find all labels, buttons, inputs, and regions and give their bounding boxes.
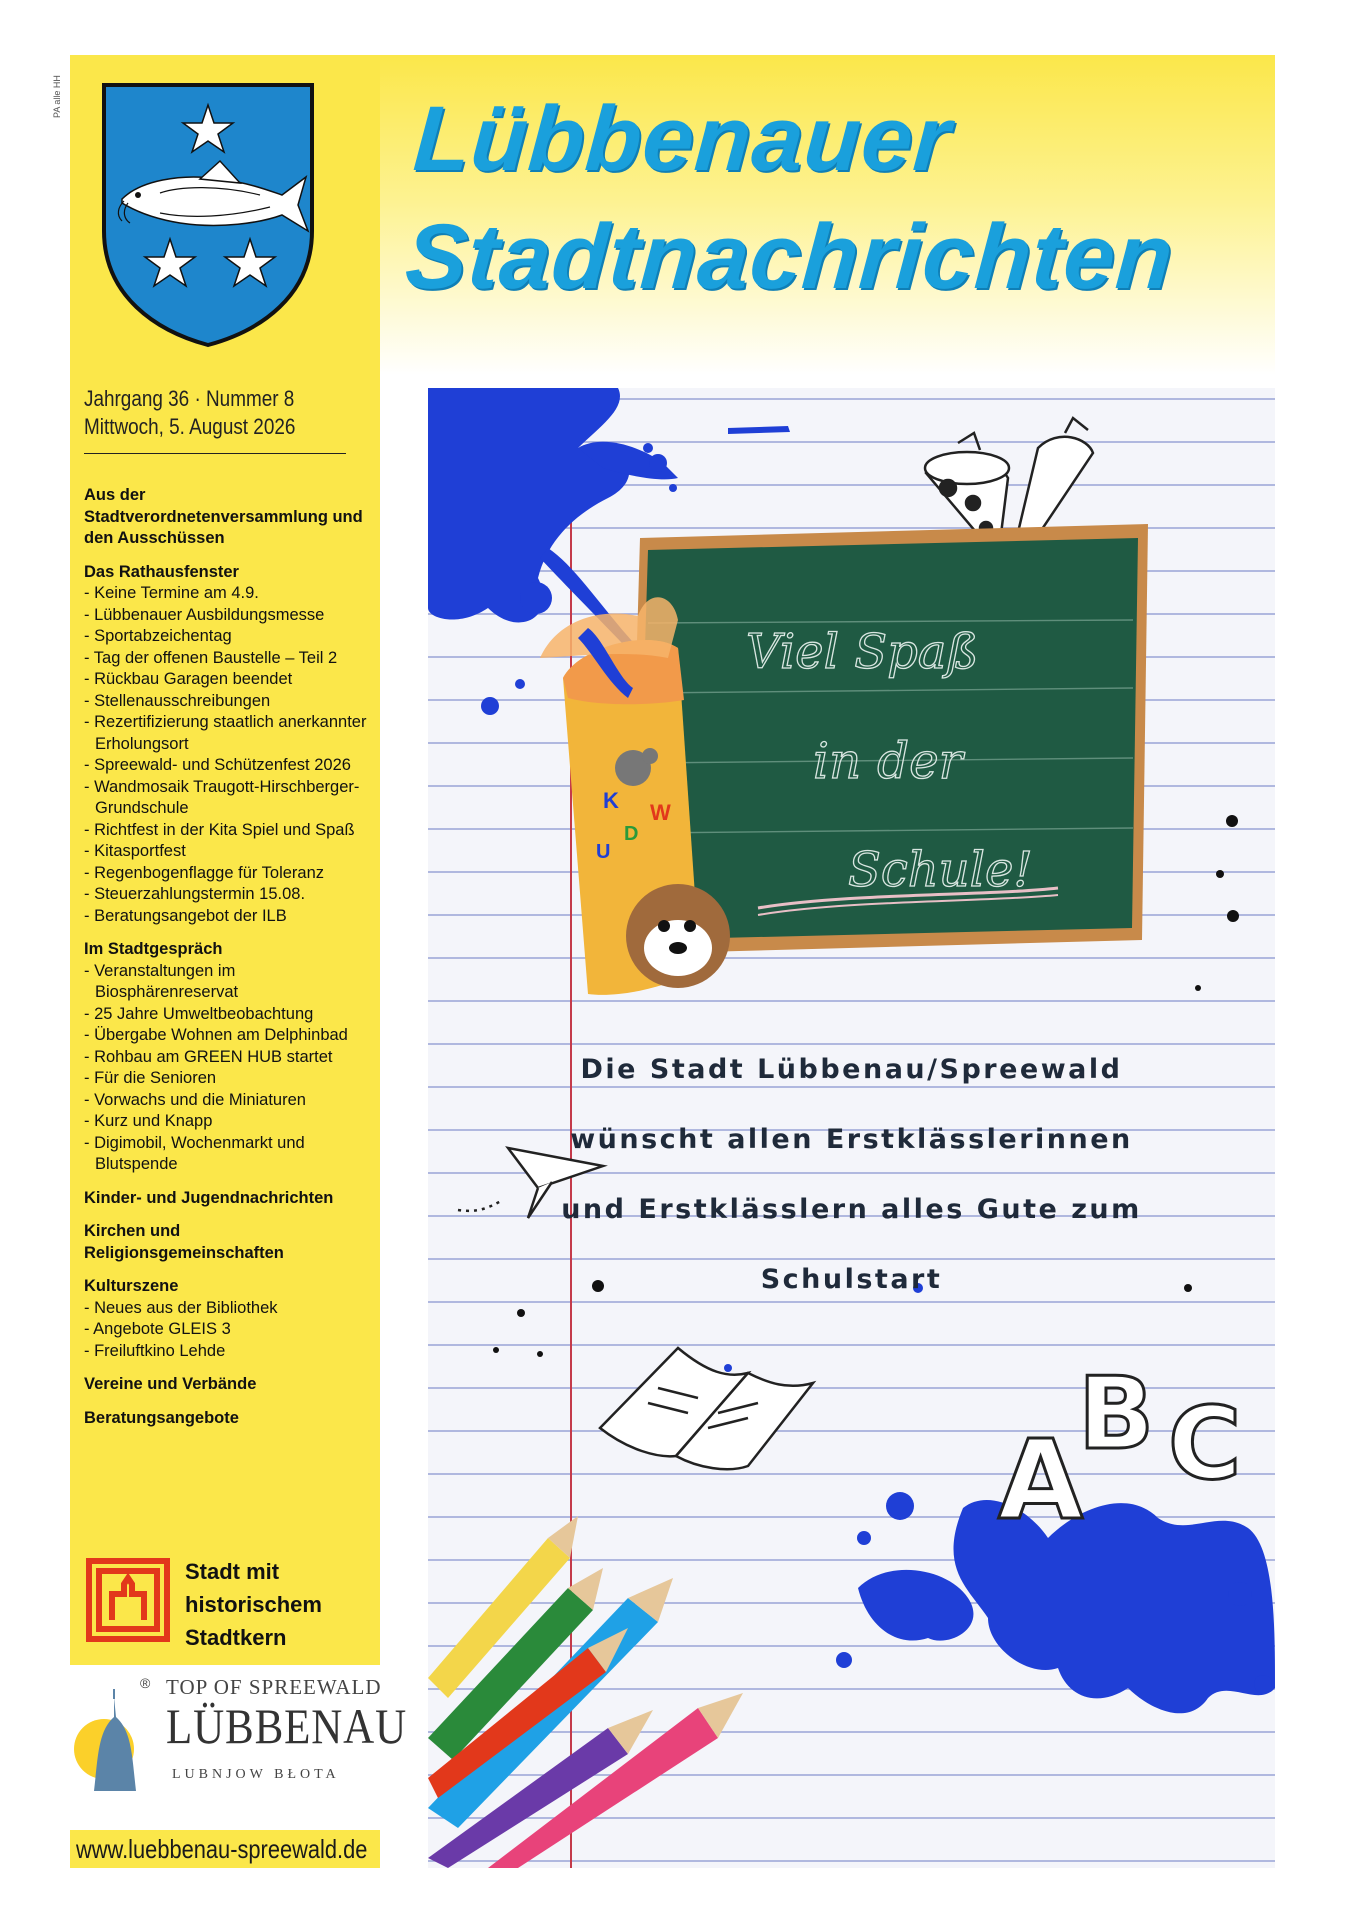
tower-sun-icon bbox=[70, 1687, 160, 1807]
logo-tagline: TOP OF SPREEWALD bbox=[166, 1675, 382, 1699]
toc-item: - Sportabzeichentag bbox=[84, 627, 232, 645]
toc-item: - Digimobil, Wochenmarkt und Blutspende bbox=[84, 1133, 305, 1173]
historic-center-badge bbox=[84, 1555, 374, 1655]
toc-item: - Regenbogenflagge für Toleranz bbox=[84, 863, 325, 882]
greeting-line: und Erstklässlern alles Gute zum bbox=[561, 1194, 1142, 1225]
toc-section-heading: Aus der Stadtverordnetenversammlung und den Ausschüssen bbox=[84, 486, 363, 547]
chalk-line: Schule! bbox=[848, 842, 1033, 898]
chalk-line: Viel Spaß bbox=[746, 624, 979, 680]
toc-item: - Für die Senioren bbox=[84, 1069, 217, 1087]
abc-letter: A bbox=[998, 1416, 1084, 1544]
toc-item: - Vorwachs und die Miniaturen bbox=[84, 1090, 306, 1109]
toc-item: - Tag der offenen Baustelle – Teil 2 bbox=[84, 648, 338, 667]
toc-item: - Stellenausschreibungen bbox=[84, 691, 271, 710]
issue-number: Jahrgang 36 · Nummer 8 bbox=[84, 386, 295, 411]
logo-sorbian-name: LUBNJOW BŁOTA bbox=[172, 1767, 340, 1782]
toc-item: - Lübbenauer Ausbildungsmesse bbox=[84, 605, 325, 624]
toc-item: - Beratungsangebot der ILB bbox=[84, 906, 287, 925]
chalk-line: in der bbox=[813, 732, 963, 790]
toc-section-heading: Im Stadtgespräch bbox=[84, 940, 223, 958]
bag-letter: U bbox=[596, 841, 611, 863]
abc-letter: C bbox=[1168, 1385, 1242, 1502]
toc-item: - Spreewald- und Schützenfest 2026 bbox=[84, 756, 351, 774]
toc-item: - Rezertifizierung staatlich anerkannter Erholungsort bbox=[84, 713, 367, 753]
cover-image bbox=[428, 388, 1275, 1868]
toc-section-heading: Beratungsangebote bbox=[84, 1408, 239, 1427]
toc-item: - 25 Jahre Umweltbeobachtung bbox=[84, 1004, 314, 1023]
registered-mark: ® bbox=[140, 1675, 151, 1691]
masthead-title: Lübbenauer Stadtnachrichten bbox=[402, 88, 1177, 308]
issue-info bbox=[84, 385, 356, 454]
logo-wordmark: LÜBBENAU bbox=[166, 1698, 407, 1754]
toc-section-heading: Kulturszene bbox=[84, 1277, 179, 1295]
coat-of-arms bbox=[100, 81, 316, 349]
website-banner bbox=[70, 1830, 380, 1868]
toc-item: - Neues aus der Bibliothek bbox=[84, 1298, 278, 1317]
toc-item: - Rohbau am GREEN HUB startet bbox=[84, 1047, 333, 1066]
table-of-contents bbox=[84, 485, 374, 1429]
bag-letter: D bbox=[624, 823, 639, 845]
divider bbox=[84, 453, 346, 454]
historic-center-label: Stadt mit historischem Stadtkern bbox=[185, 1559, 322, 1650]
bag-letter: K bbox=[603, 788, 619, 813]
toc-item: - Kitasportfest bbox=[84, 842, 186, 860]
toc-section-heading: Vereine und Verbände bbox=[84, 1375, 257, 1393]
issue-date: Mittwoch, 5. August 2026 bbox=[84, 414, 296, 439]
greeting-line: wünscht allen Erstklässlerinnen bbox=[570, 1124, 1133, 1155]
website-url[interactable]: www.luebbenau-spreewald.de bbox=[76, 1834, 368, 1864]
toc-section-heading: Kirchen und Religionsgemeinschaften bbox=[84, 1222, 284, 1262]
toc-item: - Angebote GLEIS 3 bbox=[84, 1320, 231, 1338]
toc-item: - Übergabe Wohnen am Delphinbad bbox=[84, 1026, 348, 1044]
toc-item: - Keine Termine am 4.9. bbox=[84, 584, 259, 602]
abc-letter: B bbox=[1078, 1355, 1155, 1472]
toc-item: - Wandmosaik Traugott-Hirschberger-Grundschule bbox=[84, 777, 360, 817]
toc-item: - Kurz und Knapp bbox=[84, 1112, 213, 1130]
bag-letter: W bbox=[650, 800, 671, 825]
toc-section-heading: Das Rathausfenster bbox=[84, 562, 239, 581]
historic-center-icon bbox=[86, 1558, 170, 1642]
sidebar bbox=[70, 55, 380, 1665]
toc-item: - Freiluftkino Lehde bbox=[84, 1341, 226, 1360]
greeting-line: Schulstart bbox=[760, 1264, 943, 1295]
toc-section-heading: Kinder- und Jugendnachrichten bbox=[84, 1188, 334, 1207]
photo-credit: PA alle HH bbox=[52, 75, 62, 118]
city-logo bbox=[70, 1675, 407, 1825]
toc-item: - Richtfest in der Kita Spiel und Spaß bbox=[84, 820, 355, 839]
toc-item: - Veranstaltungen im Biosphärenreservat bbox=[84, 961, 239, 1001]
greeting-line: Die Stadt Lübbenau/Spreewald bbox=[580, 1054, 1123, 1085]
toc-item: - Steuerzahlungstermin 15.08. bbox=[84, 885, 306, 903]
toc-item: - Rückbau Garagen beendet bbox=[84, 670, 293, 688]
